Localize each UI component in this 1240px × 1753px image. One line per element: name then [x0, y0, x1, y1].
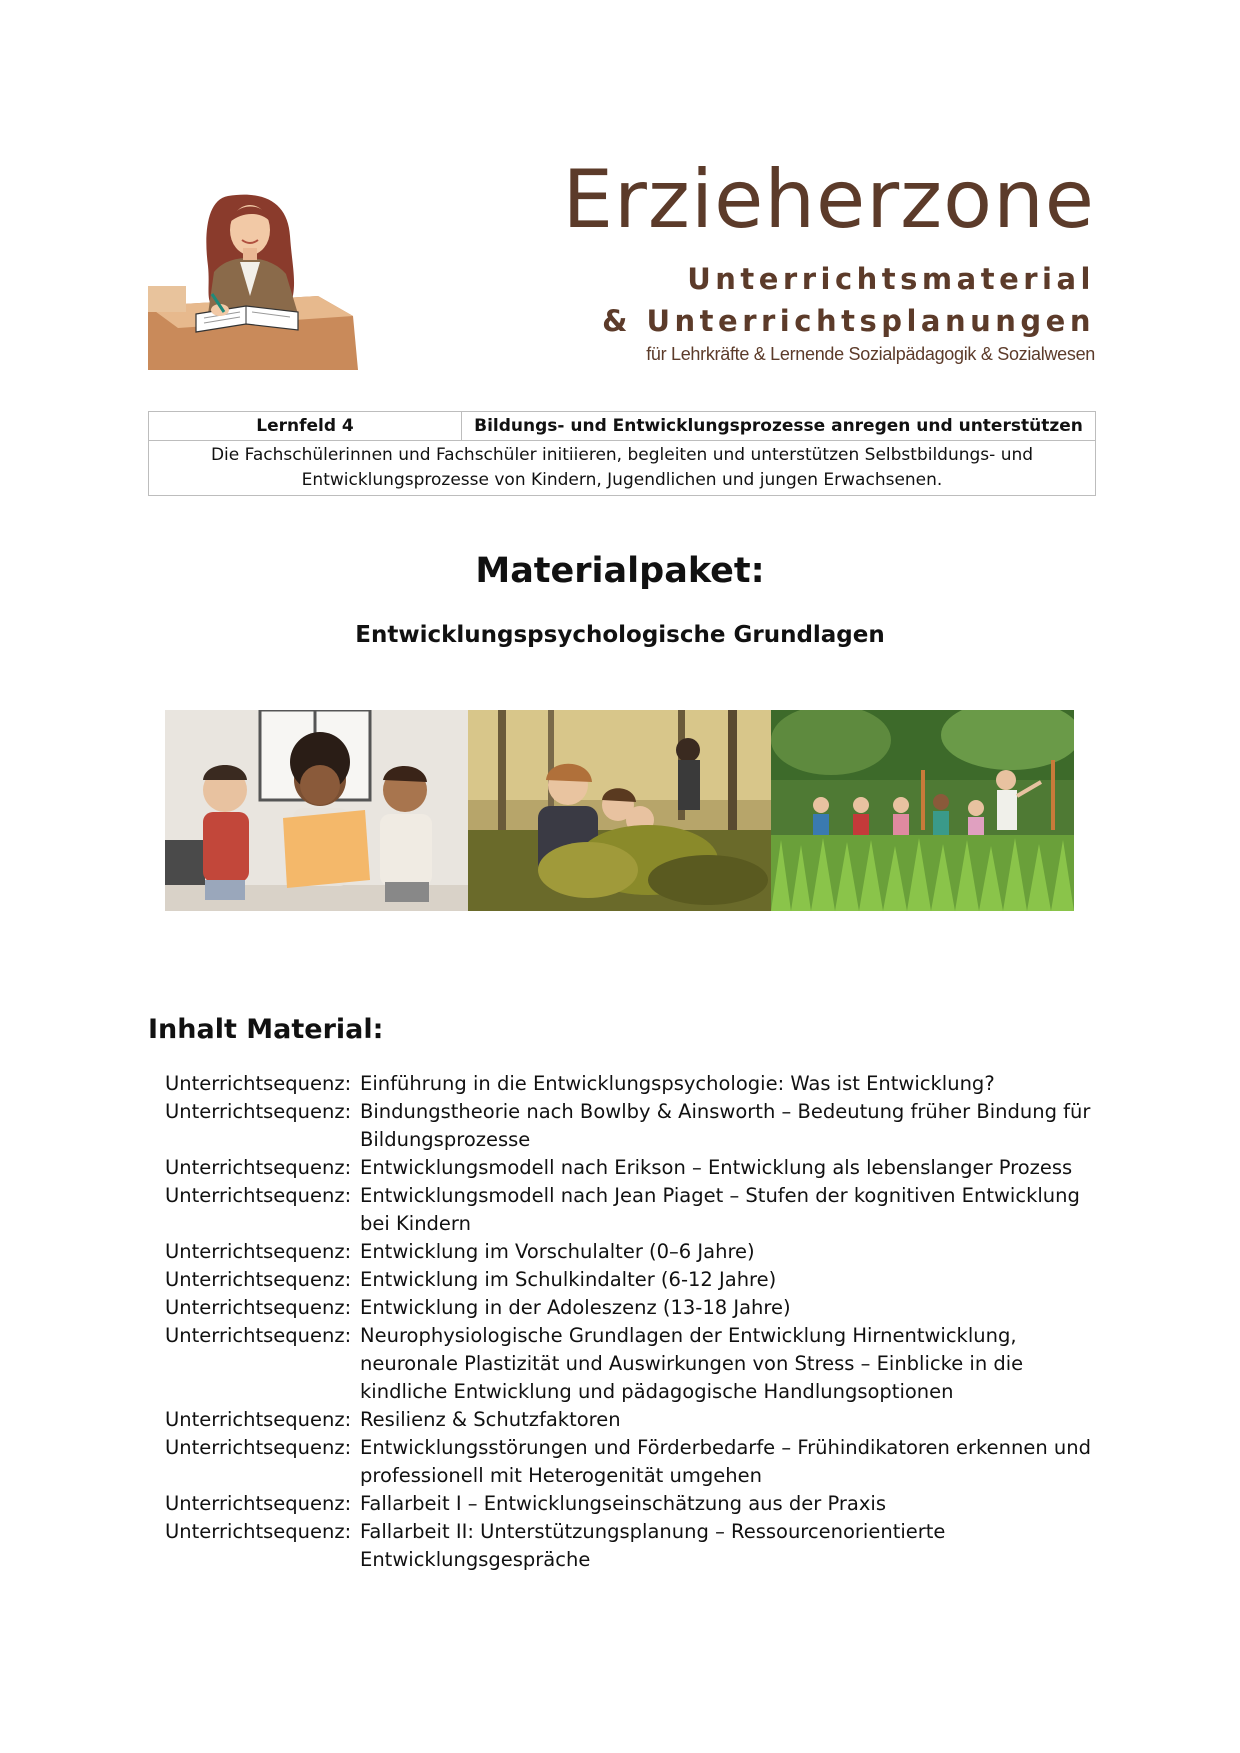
sequence-text: Resilienz & Schutzfaktoren	[360, 1408, 621, 1431]
teacher-illustration	[148, 186, 358, 370]
sequence-text: Neurophysiologische Grundlagen der Entwicklung Hirnentwicklung, neuronale Plastizität und Auswirkungen von Stress – Einblicke in die kindliche Entwicklung und pädagogische Handlungsoptionen	[360, 1324, 1024, 1403]
lernfeld-label: Lernfeld 4	[149, 412, 462, 441]
sequence-label: Unterrichtsequenz:	[165, 1296, 352, 1319]
list-item	[165, 1238, 1095, 1266]
photo-children-reading	[165, 710, 468, 911]
list-item	[165, 1490, 1095, 1518]
sequence-label: Unterrichtsequenz:	[165, 1436, 352, 1459]
sequence-text: Entwicklungsstörungen und Förderbedarfe – Frühindikatoren erkennen und professionell mit Heterogenität umgehen	[360, 1436, 1092, 1487]
sequence-text: Entwicklung im Schulkindalter (6-12 Jahre)	[360, 1268, 777, 1291]
list-item	[165, 1322, 1095, 1406]
brand-block	[562, 153, 1095, 365]
sequence-label: Unterrichtsequenz:	[165, 1072, 352, 1095]
sequence-text: Fallarbeit I – Entwicklungseinschätzung aus der Praxis	[360, 1492, 886, 1515]
sequence-text: Einführung in die Entwicklungspsychologie: Was ist Entwicklung?	[360, 1072, 995, 1095]
brand-subtitle-line2: & Unterrichtsplanungen	[602, 304, 1095, 338]
sequence-label: Unterrichtsequenz:	[165, 1324, 352, 1347]
brand-tagline: für Lehrkräfte & Lernende Sozialpädagogik & Sozialwesen	[646, 344, 1095, 364]
list-item	[165, 1518, 1095, 1574]
sequence-label: Unterrichtsequenz:	[165, 1268, 352, 1291]
list-item	[165, 1406, 1095, 1434]
list-item	[165, 1070, 1095, 1098]
sequence-text: Fallarbeit II: Unterstützungsplanung – Ressourcenorientierte Entwicklungsgespräche	[360, 1520, 946, 1571]
list-item	[165, 1266, 1095, 1294]
sequence-text: Entwicklungsmodell nach Jean Piaget – Stufen der kognitiven Entwicklung bei Kindern	[360, 1184, 1080, 1235]
sequence-label: Unterrichtsequenz:	[165, 1100, 352, 1123]
sequence-label: Unterrichtsequenz:	[165, 1408, 352, 1431]
photo-forest-exploration	[468, 710, 771, 911]
sequence-list	[165, 1070, 1095, 1574]
main-title: Materialpaket:	[475, 551, 765, 591]
lernfeld-table	[148, 411, 1096, 496]
sequence-text: Entwicklung im Vorschulalter (0–6 Jahre)	[360, 1240, 755, 1263]
sequence-text: Entwicklungsmodell nach Erikson – Entwicklung als lebenslanger Prozess	[360, 1156, 1073, 1179]
lernfeld-title: Bildungs- und Entwicklungsprozesse anregen und unterstützen	[462, 412, 1096, 441]
photo-meadow-group	[771, 710, 1074, 911]
sequence-label: Unterrichtsequenz:	[165, 1492, 352, 1515]
inhalt-title: Inhalt Material:	[148, 1014, 384, 1045]
list-item	[165, 1154, 1095, 1182]
lernfeld-description: Die Fachschülerinnen und Fachschüler initiieren, begleiten und unterstützen Selbstbildungs- und Entwicklungsprozesse von Kindern, Jugendlichen und jungen Erwachsenen.	[149, 441, 1096, 496]
list-item	[165, 1182, 1095, 1238]
list-item	[165, 1294, 1095, 1322]
photo-strip	[165, 710, 1075, 911]
sequence-text: Bindungstheorie nach Bowlby & Ainsworth – Bedeutung früher Bindung für Bildungsprozesse	[360, 1100, 1091, 1151]
sequence-label: Unterrichtsequenz:	[165, 1184, 352, 1207]
list-item	[165, 1098, 1095, 1154]
brand-subtitle-line1: Unterrichtsmaterial	[687, 262, 1095, 296]
list-item	[165, 1434, 1095, 1490]
sub-title: Entwicklungspsychologische Grundlagen	[355, 622, 885, 648]
sequence-label: Unterrichtsequenz:	[165, 1520, 352, 1543]
sequence-label: Unterrichtsequenz:	[165, 1240, 352, 1263]
sequence-text: Entwicklung in der Adoleszenz (13-18 Jahre)	[360, 1296, 791, 1319]
brand-title: Erzieherzone	[562, 153, 1095, 246]
sequence-label: Unterrichtsequenz:	[165, 1156, 352, 1179]
